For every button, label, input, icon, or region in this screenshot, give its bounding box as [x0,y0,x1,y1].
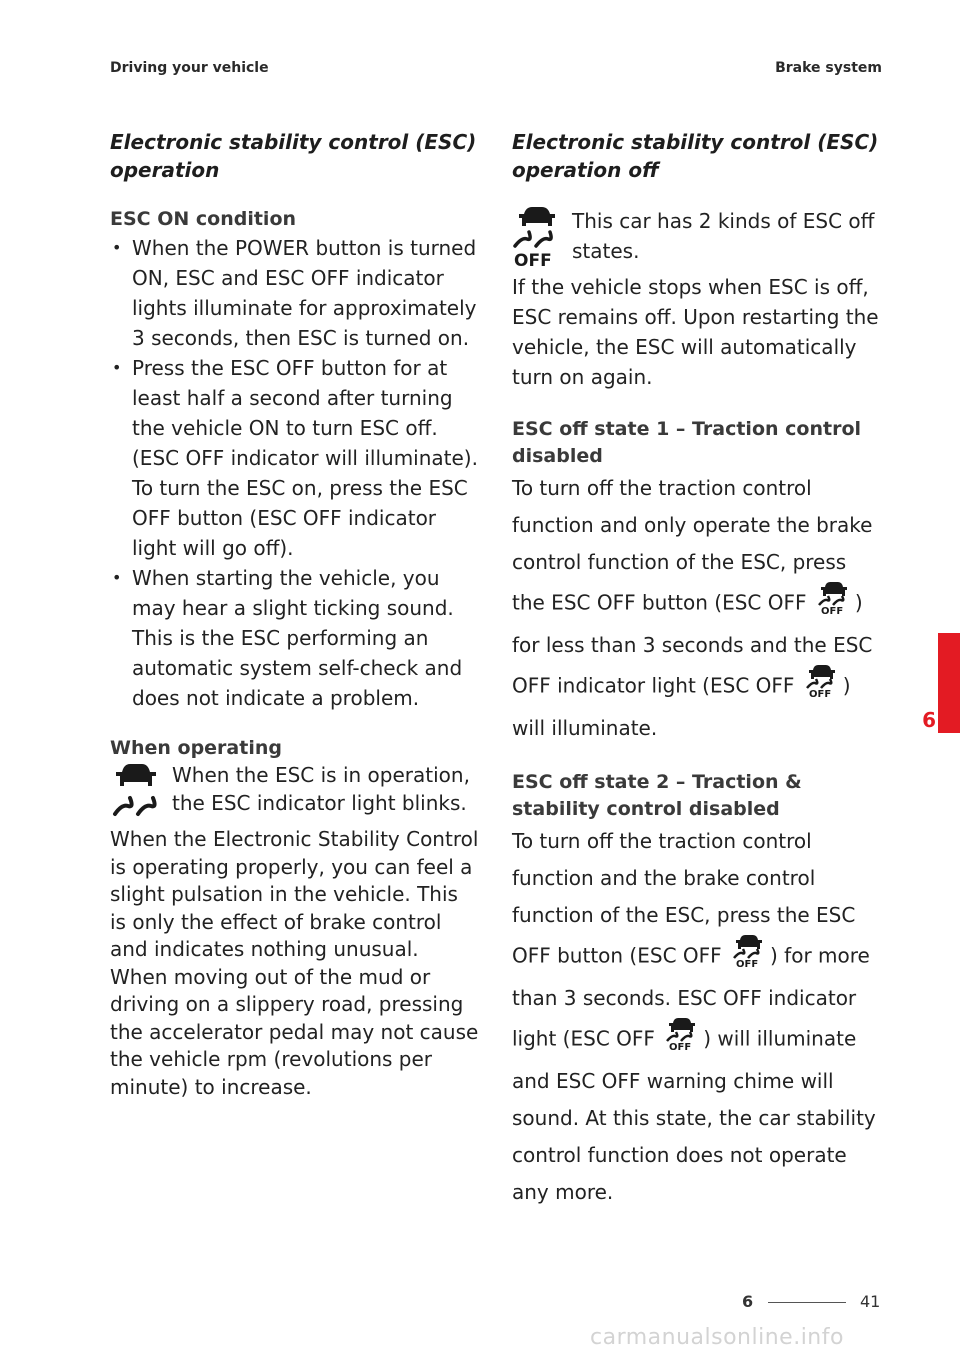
esc-on-heading: ESC ON condition [110,208,297,230]
footer-page-number: 41 [860,1292,881,1311]
footer-chapter-number: 6 [742,1292,754,1311]
chapter-side-tab [938,633,960,733]
state1-text-b: ) [854,590,863,615]
esc-car-slip-icon [110,762,162,826]
list-item: • When the POWER button is turned ON, ESC and ESC OFF indicator lights illuminate for approximately 3 seconds, then ESC is turned on. [110,233,480,353]
running-header-right: Brake system [775,60,882,76]
operating-paragraph-1: When the Electronic Stability Control is operating properly, you can feel a slight pulsation in the vehicle. This is only the effect of brake control and indicates nothing unusual. [110,827,479,961]
chapter-tab-number: 6 [922,708,936,732]
esc-off-icon [512,206,562,272]
state2-text-a: To turn off the traction control function and the brake control function of the ESC, press the ESC OFF button (ESC OFF [512,829,856,968]
running-header-left: Driving your vehicle [110,60,269,76]
esc-operation-note: When the ESC is in operation, the ESC indicator light blinks. [172,763,470,815]
svg-text:OFF: OFF [736,959,759,968]
section-title-esc-operation: Electronic stability control (ESC) operation [110,130,477,182]
esc-off-state1-heading: ESC off state 1 – Traction control disabled [512,418,862,467]
left-column [110,128,480,1101]
when-operating-heading: When operating [110,737,282,759]
esc-off-icon [815,581,853,627]
esc-off-icon [663,1017,701,1063]
esc-off-icon [803,664,841,710]
when-operating-body [110,762,480,1101]
esc-off-state2-body [512,823,882,1211]
esc-off-state2-heading: ESC off state 2 – Traction & stability control disabled [512,771,802,820]
esc-off-state1-body [512,470,882,747]
list-item: • Press the ESC OFF button for at least half a second after turning the vehicle ON to turn ESC off. (ESC OFF indicator will illuminate). To turn the ESC on, press the ESC OFF button (ESC OFF indicator light will go off). [110,353,480,563]
esc-on-list [110,233,480,713]
operating-paragraph-2: When moving out of the mud or driving on a slippery road, pressing the accelerator pedal may not cause the vehicle rpm (revolutions per minute) to increase. [110,964,479,1099]
state1-text-d: ) will illuminate. [512,673,851,740]
list-item: • When starting the vehicle, you may hear a slight ticking sound. This is the ESC performing an automatic system self-check and does not indicate a problem. [110,563,480,713]
esc-off-states-note: This car has 2 kinds of ESC off states. [572,209,875,263]
section-title-esc-off: Electronic stability control (ESC) operation off [512,130,879,182]
state2-text-c: ) will illuminate and ESC OFF warning chime will sound. At this state, the car stability control function does not operate any more. [512,1026,876,1204]
svg-text:OFF: OFF [669,1042,692,1051]
svg-text:OFF: OFF [808,689,831,698]
svg-text:OFF: OFF [514,251,552,268]
watermark: carmanualsonline.info [590,1325,844,1350]
esc-indicator-block [110,762,480,826]
esc-off-icon [730,934,768,980]
state2-text-b: ) for more than 3 seconds. ESC OFF indicator light (ESC OFF [512,943,870,1051]
right-column [512,128,882,1211]
state1-text-a: To turn off the traction control function and only operate the brake control function of the ESC, press the ESC OFF button (ESC OFF [512,476,873,615]
svg-text:OFF: OFF [820,606,844,615]
footer-divider [768,1302,846,1303]
state1-text-c: for less than 3 seconds and the ESC OFF indicator light (ESC OFF [512,633,873,698]
esc-off-intro-block [512,206,882,272]
esc-off-intro-paragraph: If the vehicle stops when ESC is off, ESC remains off. Upon restarting the vehicle, the ESC will automatically turn on again. [512,275,879,389]
